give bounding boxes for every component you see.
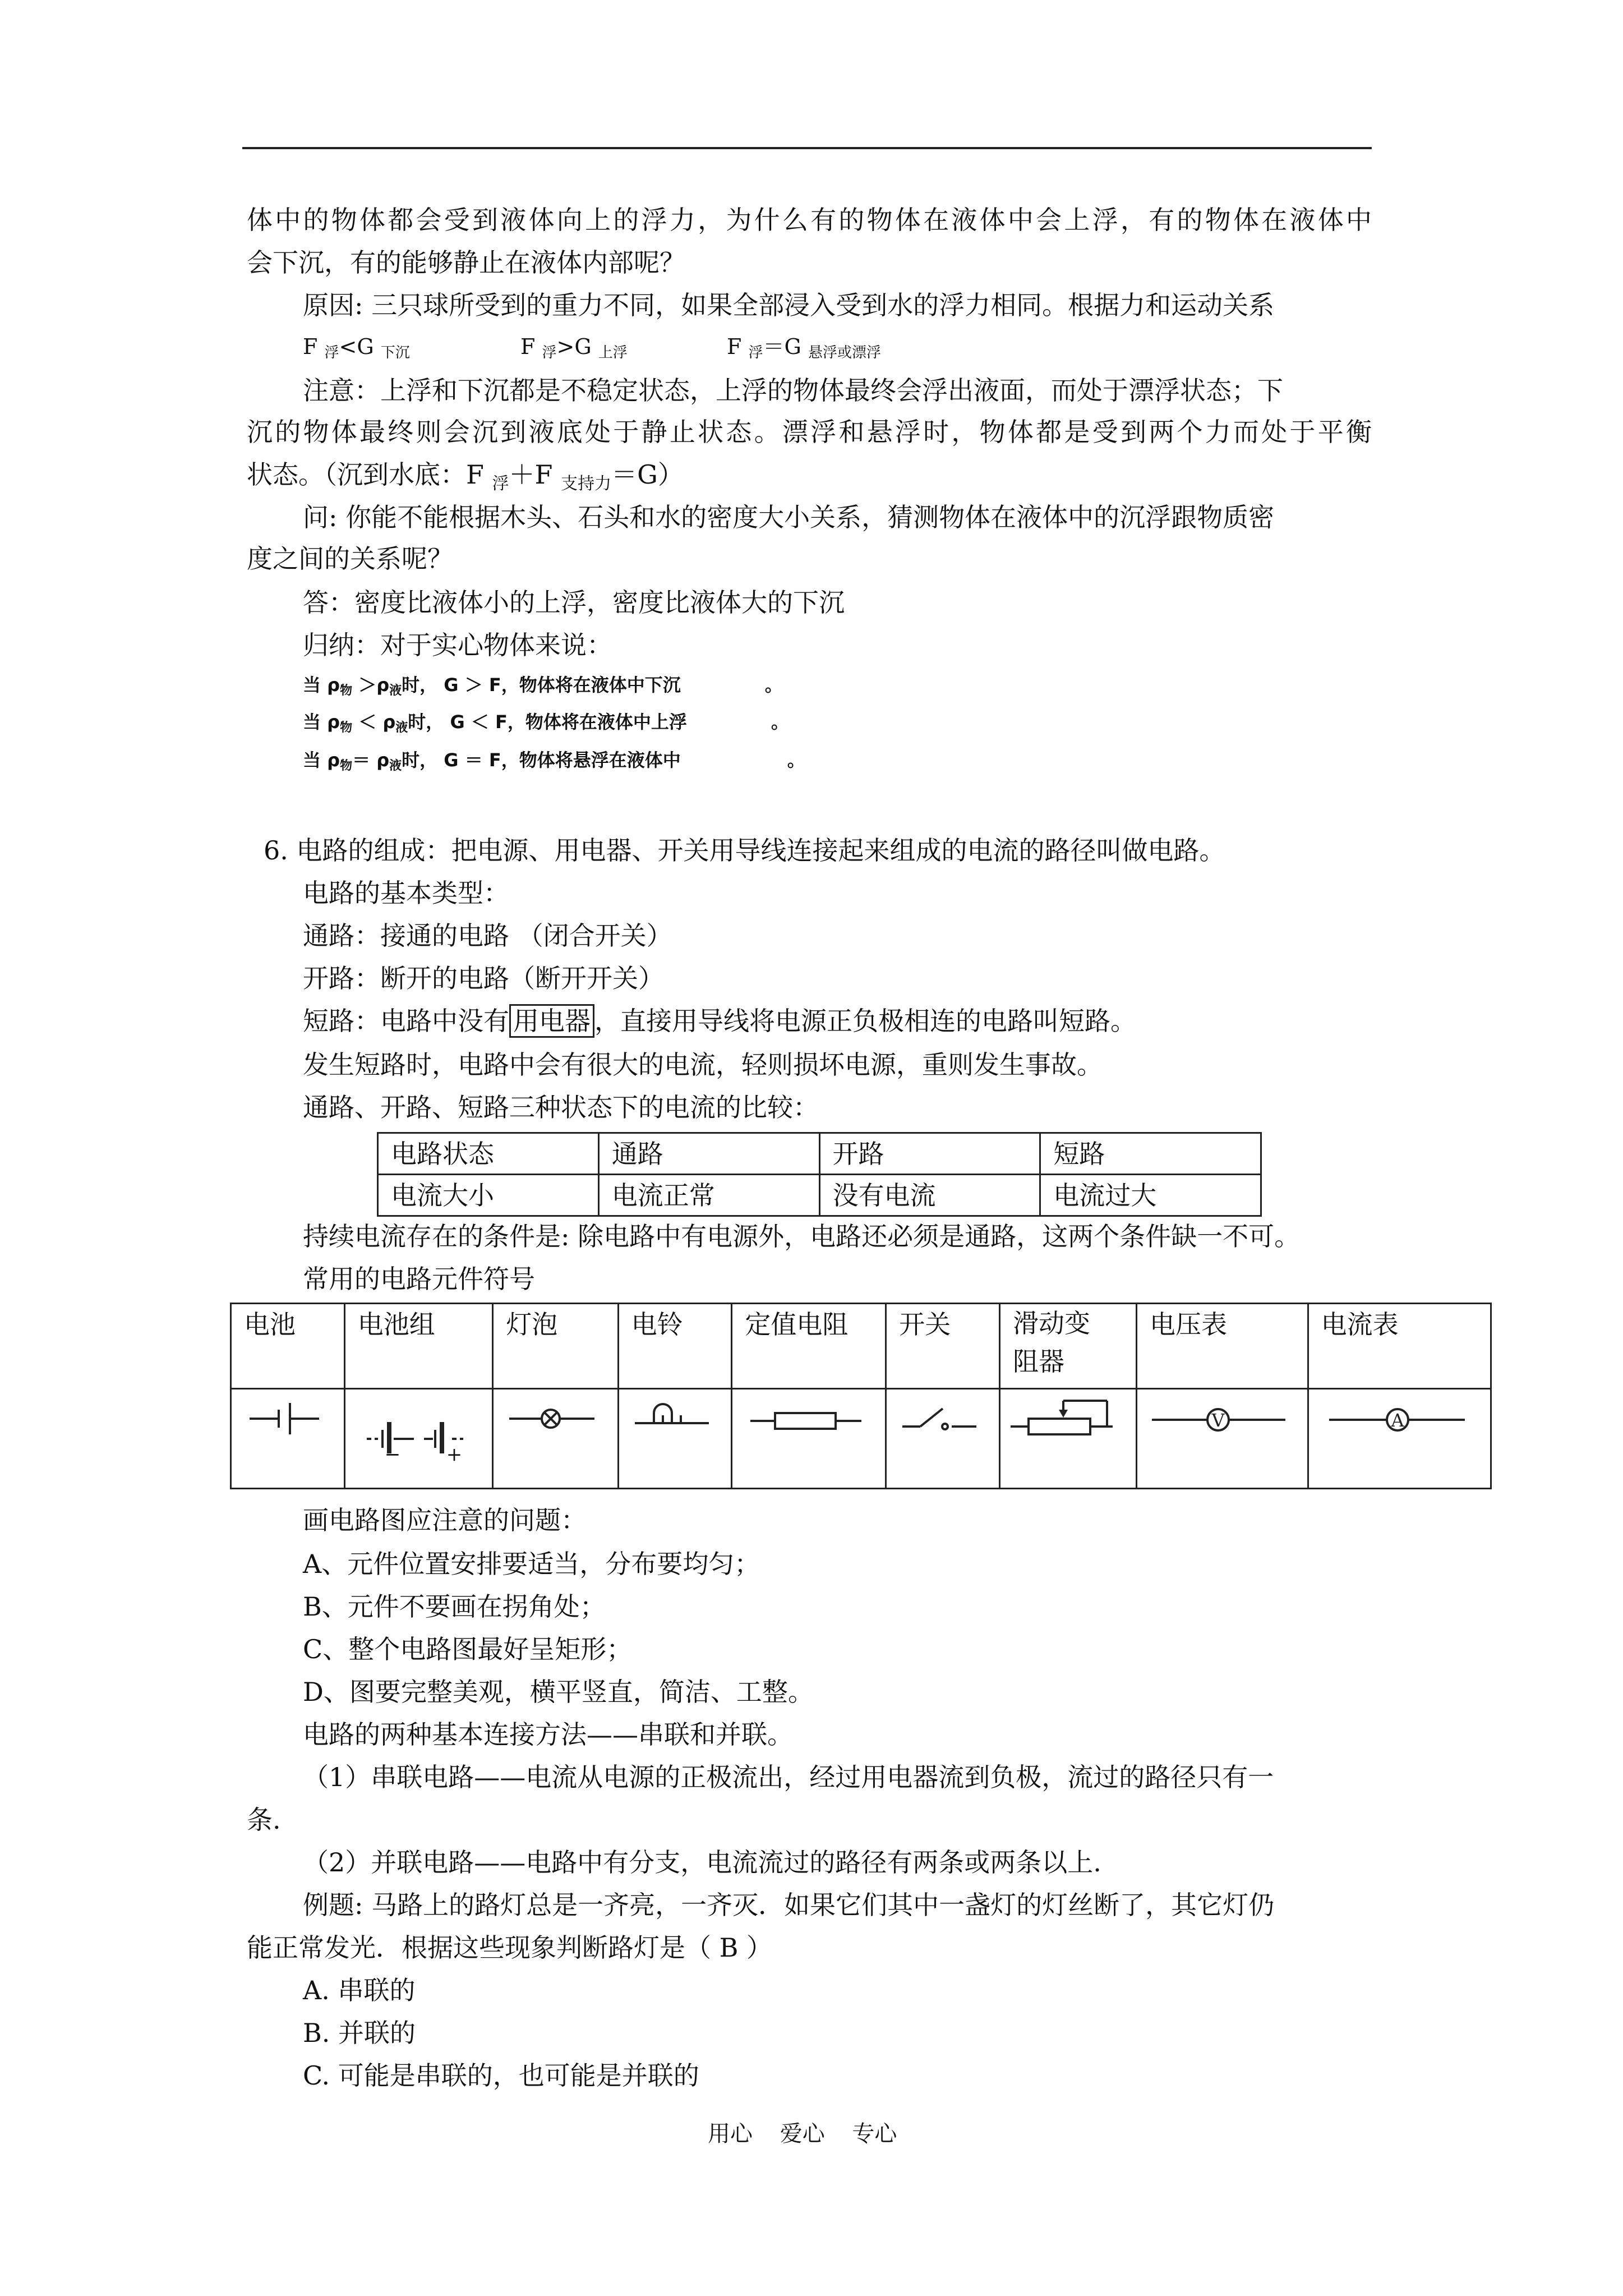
table-cell: 开路 [819, 1133, 1040, 1175]
rheostat-symbol [1000, 1389, 1137, 1489]
table-cell: 电路状态 [378, 1133, 599, 1175]
state-table [377, 1132, 1262, 1217]
comparison-rise: 当 $\rho_物 < \rho_液$时， G ＜ F，物体将在液体中上浮 。 [303, 711, 789, 735]
svg-text:V: V [1211, 1410, 1225, 1431]
minus-label: − [384, 1443, 401, 1466]
table-cell: 滑动变 阻器 [1000, 1304, 1137, 1389]
bulb-symbol [493, 1389, 618, 1489]
comparison-suspend: 当 $\rho_物= \rho_液$时， G ＝ F，物体将悬浮在液体中 。 [303, 749, 805, 773]
option-b: B. 并联的 [303, 2018, 416, 2048]
battery-symbol [231, 1389, 345, 1489]
summary-text: 归纳：对于实心物体来说： [303, 630, 612, 660]
table-cell: 短路 [1040, 1133, 1261, 1175]
battery-pack-symbol [344, 1389, 493, 1489]
symbols-header-row [231, 1304, 1491, 1389]
circuit-short: 短路：电路中没有 用电器 ，直接用导线将电源正负极相连的电路叫短路。 [303, 1004, 1136, 1038]
example-line1: 例题: 马路上的路灯总是一齐亮，一齐灭．如果它们其中一盏灯的灯丝断了，其它灯仍 [303, 1890, 1275, 1920]
symbols-row [231, 1389, 1491, 1489]
note-line1: 注意：上浮和下沉都是不稳定状态，上浮的物体最终会浮出液面，而处于漂浮状态；下 [303, 375, 1283, 406]
cause-text: 原因: 三只球所受到的重力不同，如果全部浸入受到水的浮力相同。根据力和运动关系 [303, 290, 1275, 320]
para1-line1: 体中的物体都会受到液体向上的浮力，为什么有的物体在液体中会上浮，有的物体在液体中 [247, 205, 1372, 235]
table-cell: 定值电阻 [732, 1304, 886, 1389]
symbols-table [230, 1303, 1492, 1489]
drawing-b: B、元件不要画在拐角处； [303, 1591, 606, 1622]
formula-rise: F $_浮$>G $_{上浮}$ [520, 334, 628, 361]
example-line2: 能正常发光．根据这些现象判断路灯是（ B ） [247, 1932, 773, 1963]
symbols-title: 常用的电路元件符号 [303, 1264, 535, 1294]
parallel-text: （2）并联电路——电路中有分支，电流流过的路径有两条或两条以上. [303, 1847, 1101, 1878]
circuit-short-effect: 发生短路时，电路中会有很大的电流，轻则损坏电源，重则发生事故。 [303, 1050, 1103, 1080]
option-a: A. 串联的 [303, 1975, 416, 2005]
table-cell: 电池 [231, 1304, 345, 1389]
para1-line2: 会下沉，有的能够静止在液体内部呢？ [247, 247, 685, 278]
ammeter-symbol [1308, 1389, 1491, 1489]
drawing-c: C、整个电路图最好呈矩形； [303, 1634, 633, 1664]
table-cell: 通路 [598, 1133, 819, 1175]
plus-label: + [446, 1443, 463, 1466]
drawing-title: 画电路图应注意的问题： [303, 1505, 587, 1535]
state-table-row [378, 1133, 1261, 1175]
table-cell: 灯泡 [493, 1304, 618, 1389]
comparison-sink: 当 $\rho_物 >\rho_液$时， G ＞ F，物体将在液体中下沉 。 [303, 674, 783, 698]
series-line1: （1）串联电路——电流从电源的正极流出，经过用电器流到负极，流过的路径只有一 [303, 1762, 1274, 1792]
table-cell: 没有电流 [819, 1175, 1040, 1216]
circuit-closed: 通路：接通的电路 （闭合开关） [303, 921, 672, 951]
table-cell: 电铃 [618, 1304, 732, 1389]
boxed-term: 用电器 [509, 1004, 594, 1038]
footer-text: 用心 爱心 专心 [708, 2121, 897, 2147]
table-cell: 电流表 [1308, 1304, 1491, 1389]
circuit-open: 开路：断开的电路（断开开关） [303, 963, 664, 993]
note-line3: 状态。（沉到水底：F $_浮$＋F $_{支持力}$＝G） [247, 459, 684, 494]
formula-float: F $_浮$＝G $_{悬浮或漂浮}$ [727, 334, 881, 361]
connection-title: 电路的两种基本连接方法——串联和并联。 [303, 1719, 793, 1750]
table-cell: 电流大小 [378, 1175, 599, 1216]
condition-text: 持续电流存在的条件是: 除电路中有电源外，电路还必须是通路，这两个条件缺一不可。 [303, 1221, 1301, 1251]
drawing-d: D、图要完整美观，横平竖直，简洁、工整。 [303, 1677, 814, 1707]
question-line1: 问: 你能不能根据木头、石头和水的密度大小关系，猜测物体在液体中的沉浮跟物质密 [303, 502, 1275, 532]
series-line2: 条. [247, 1805, 281, 1835]
formula-sink: F $_浮$<G $_{下沉}$ [303, 334, 410, 361]
table-cell: 开关 [886, 1304, 1000, 1389]
state-table-row [378, 1175, 1261, 1216]
circuit-compare-title: 通路、开路、短路三种状态下的电流的比较： [303, 1092, 819, 1122]
resistor-symbol [732, 1389, 886, 1489]
table-cell: 电压表 [1136, 1304, 1308, 1389]
svg-text:A: A [1391, 1410, 1404, 1431]
option-c: C. 可能是串联的，也可能是并联的 [303, 2060, 699, 2091]
header-rule [242, 147, 1372, 149]
note-line2: 沉的物体最终则会沉到液底处于静止状态。漂浮和悬浮时，物体都是受到两个力而处于平衡 [247, 417, 1372, 447]
table-cell: 电流过大 [1040, 1175, 1261, 1216]
circuit-composition: 6. 电路的组成：把电源、用电器、开关用导线连接起来组成的电流的路径叫做电路。 [264, 835, 1225, 866]
answer-text: 答：密度比液体小的上浮，密度比液体大的下沉 [303, 587, 845, 618]
bell-symbol [618, 1389, 732, 1489]
voltmeter-symbol [1136, 1389, 1308, 1489]
table-cell: 电流正常 [598, 1175, 819, 1216]
switch-symbol [886, 1389, 1000, 1489]
drawing-a: A、元件位置安排要适当，分布要均匀； [303, 1549, 760, 1579]
question-line2: 度之间的关系呢？ [247, 544, 453, 574]
circuit-types-title: 电路的基本类型： [303, 878, 509, 908]
table-cell: 电池组 [344, 1304, 493, 1389]
